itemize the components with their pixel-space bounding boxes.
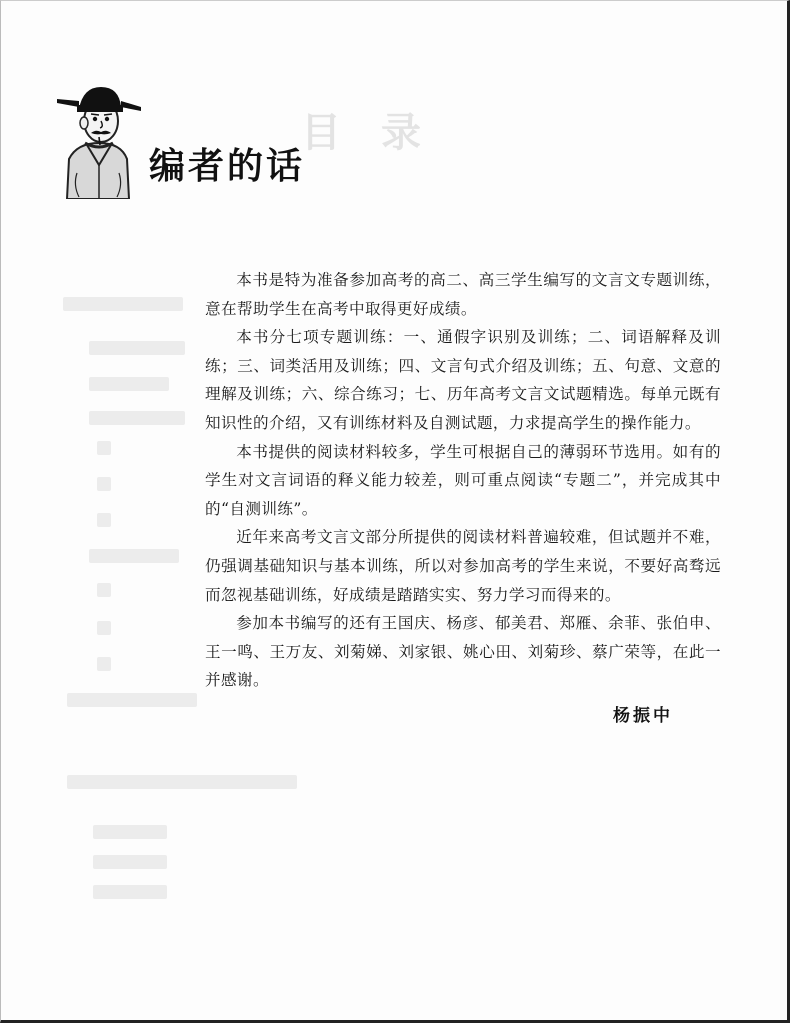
paragraph: 本书分七项专题训练：一、通假字识别及训练；二、词语解释及训练；三、词类活用及训练；四、文言句式介绍及训练；五、句意、文意的理解及训练；六、综合练习；七、历年高考文言文试题精选。每单元既有知识性的介绍，又有训练材料及自测试题，力求提高学生的操作能力。 — [205, 328, 721, 432]
book-page: 目录 编者的话 本书是特为准备参加高考的高二、高三学生编写的文言文专题训练，意在帮助学生在高考中取得更好成绩。 本书分七项专题训练：一、通假字识别及训练；二、词语解释及训练；三、词类活用及训练；四、文言句式介绍及训练；五、句意、文意的理解及训练；六、综合练习；七、历年高考文言文试题精选。每单元既有知识性的介绍，又有训练材料及自测试题，力求提高学生的操作能力。 本书提供的阅读材料较多，学生可根据自己的薄弱环节选用。如有的学生对文言词语的释义能力较差，则可重点阅读“专题二”，并完成其中的“自测训练”。 近年来高考文言文部分所提供的阅读材料普遍较难，但试题并不难，仍强调基础知识与基本训练，所以对参加高考的学生来说，不要好高骛远而忽视基础训练，好成绩是踏踏实实、努力学习而得来的。 参加本书编写的还有王国庆、杨彦、郁美君、郑雁、余菲、张伯申、王一鸣、王万友、刘菊娣、刘家银、姚心田、刘菊珍、蔡广荣等，在此一并感谢。 杨振中 — [0, 0, 790, 1023]
page-title: 编者的话 — [149, 146, 306, 187]
preface-body — [205, 266, 721, 695]
paragraph: 本书提供的阅读材料较多，学生可根据自己的薄弱环节选用。如有的学生对文言词语的释义能力较差，则可重点阅读“专题二”，并完成其中的“自测训练”。 — [205, 442, 721, 518]
paragraph: 近年来高考文言文部分所提供的阅读材料普遍较难，但试题并不难，仍强调基础知识与基本训练，所以对参加高考的学生来说，不要好高骛远而忽视基础训练，好成绩是踏踏实实、努力学习而得来的。 — [205, 528, 721, 604]
scholar-portrait-icon — [49, 81, 149, 199]
paragraph: 本书是特为准备参加高考的高二、高三学生编写的文言文专题训练，意在帮助学生在高考中取得更好成绩。 — [205, 271, 721, 318]
author-signature: 杨振中 — [613, 706, 673, 726]
paragraph: 参加本书编写的还有王国庆、杨彦、郁美君、郑雁、余菲、张伯申、王一鸣、王万友、刘菊娣、刘家银、姚心田、刘菊珍、蔡广荣等，在此一并感谢。 — [205, 614, 721, 690]
